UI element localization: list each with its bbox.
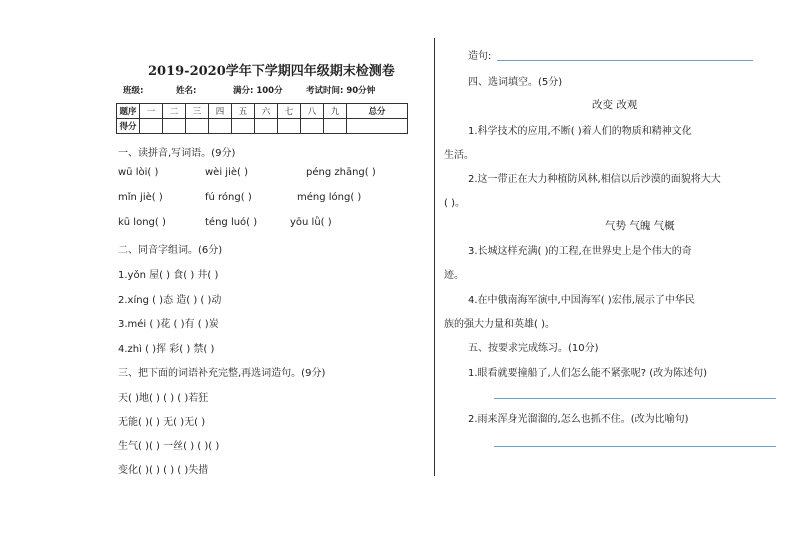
score-cell: 总分 bbox=[347, 104, 408, 119]
fill-question-cont: 生活。 bbox=[444, 150, 474, 161]
score-table-header-row bbox=[117, 104, 408, 119]
pinyin-item: yōu lǜ( ) bbox=[290, 217, 332, 228]
pinyin-item: méng lóng( ) bbox=[297, 192, 362, 203]
answer-line[interactable] bbox=[494, 398, 776, 399]
idiom-row: 天( )地( ) ( ) ( )若狂 bbox=[118, 393, 209, 404]
score-input-cell[interactable] bbox=[209, 119, 232, 134]
fill-question: 1.科学技术的应用,不断( )着人们的物质和精神文化 bbox=[468, 126, 692, 137]
score-table bbox=[116, 103, 408, 134]
column-divider bbox=[434, 38, 435, 476]
fill-question-cont: 族的强大力量和英雄( )。 bbox=[444, 319, 555, 330]
pinyin-item: wèi jiè( ) bbox=[205, 167, 248, 178]
answer-line[interactable] bbox=[497, 60, 753, 61]
page-title: 2019-2020学年下学期四年级期末检测卷 bbox=[148, 64, 395, 79]
score-input-cell[interactable] bbox=[301, 119, 324, 134]
pinyin-item: fú róng( ) bbox=[205, 192, 252, 203]
score-cell: 一 bbox=[140, 104, 163, 119]
word-options: 改变 改观 bbox=[592, 99, 638, 111]
idiom-row: 生气( )( ) 一丝( ) ( )( ) bbox=[118, 441, 220, 452]
idiom-row: 变化( )( ) ( ) ( )失措 bbox=[118, 465, 209, 476]
fill-question: 3.长城这样充满( )的工程,在世界史上是个伟大的奇 bbox=[468, 246, 692, 257]
rewrite-question: 2.雨来浑身光溜溜的,怎么也抓不住。(改为比喻句) bbox=[468, 414, 689, 425]
score-cell: 题序 bbox=[117, 104, 140, 119]
score-input-cell[interactable] bbox=[255, 119, 278, 134]
exam-time-label: 考试时间: 90分钟 bbox=[306, 86, 376, 96]
score-cell: 二 bbox=[163, 104, 186, 119]
pinyin-item: téng luó( ) bbox=[205, 217, 258, 228]
score-row-label: 得分 bbox=[117, 119, 140, 134]
homophone-row: 1.yǒn 屋( ) 食( ) 井( ) bbox=[118, 270, 219, 281]
score-cell: 五 bbox=[232, 104, 255, 119]
pinyin-item: mǐn jiè( ) bbox=[118, 192, 163, 203]
pinyin-item: wū lòi( ) bbox=[118, 167, 159, 178]
score-input-cell[interactable] bbox=[278, 119, 301, 134]
score-cell: 八 bbox=[301, 104, 324, 119]
score-input-cell[interactable] bbox=[347, 119, 408, 134]
score-input-cell[interactable] bbox=[140, 119, 163, 134]
fill-question-cont: ( )。 bbox=[444, 198, 465, 209]
section-1-heading: 一、读拼音,写词语。(9分) bbox=[118, 148, 236, 159]
make-sentence-label: 造句: bbox=[468, 51, 492, 62]
section-5-heading: 五、按要求完成练习。(10分) bbox=[468, 343, 599, 354]
fill-question: 4.在中俄南海军演中,中国海军( )宏伟,展示了中华民 bbox=[468, 295, 695, 306]
rewrite-question: 1.眼看就要撞船了,人们怎么能不紧张呢? (改为陈述句) bbox=[468, 368, 708, 379]
full-score-label: 满分: 100分 bbox=[233, 86, 283, 96]
word-options: 气势 气魄 气概 bbox=[605, 220, 675, 232]
score-input-cell[interactable] bbox=[163, 119, 186, 134]
homophone-row: 2.xíng ( )态 造( ) ( )动 bbox=[118, 295, 222, 306]
fill-question-cont: 迹。 bbox=[444, 270, 464, 281]
score-cell: 四 bbox=[209, 104, 232, 119]
section-3-heading: 三、把下面的词语补充完整,再选词造句。(9分) bbox=[118, 368, 326, 379]
fill-question: 2.这一带正在大力种植防风林,相信以后沙漠的面貌将大大 bbox=[468, 174, 721, 185]
idiom-row: 无能( )( ) 无( )无( ) bbox=[118, 417, 206, 428]
pinyin-item: péng zhāng( ) bbox=[306, 167, 376, 178]
score-cell: 六 bbox=[255, 104, 278, 119]
homophone-row: 3.méi ( )花 ( )有 ( )炭 bbox=[118, 319, 219, 330]
name-label: 姓名: bbox=[176, 86, 197, 96]
score-input-cell[interactable] bbox=[324, 119, 347, 134]
section-4-heading: 四、选词填空。(5分) bbox=[468, 77, 563, 88]
pinyin-item: kū long( ) bbox=[118, 217, 166, 228]
score-cell: 七 bbox=[278, 104, 301, 119]
homophone-row: 4.zhì ( )挥 彩( ) 禁( ) bbox=[118, 344, 215, 355]
section-2-heading: 二、同音字组词。(6分) bbox=[118, 245, 223, 256]
score-input-cell[interactable] bbox=[186, 119, 209, 134]
score-table-score-row bbox=[117, 119, 408, 134]
score-cell: 三 bbox=[186, 104, 209, 119]
class-label: 班级: bbox=[123, 86, 144, 96]
score-cell: 九 bbox=[324, 104, 347, 119]
score-input-cell[interactable] bbox=[232, 119, 255, 134]
answer-line[interactable] bbox=[494, 446, 776, 447]
